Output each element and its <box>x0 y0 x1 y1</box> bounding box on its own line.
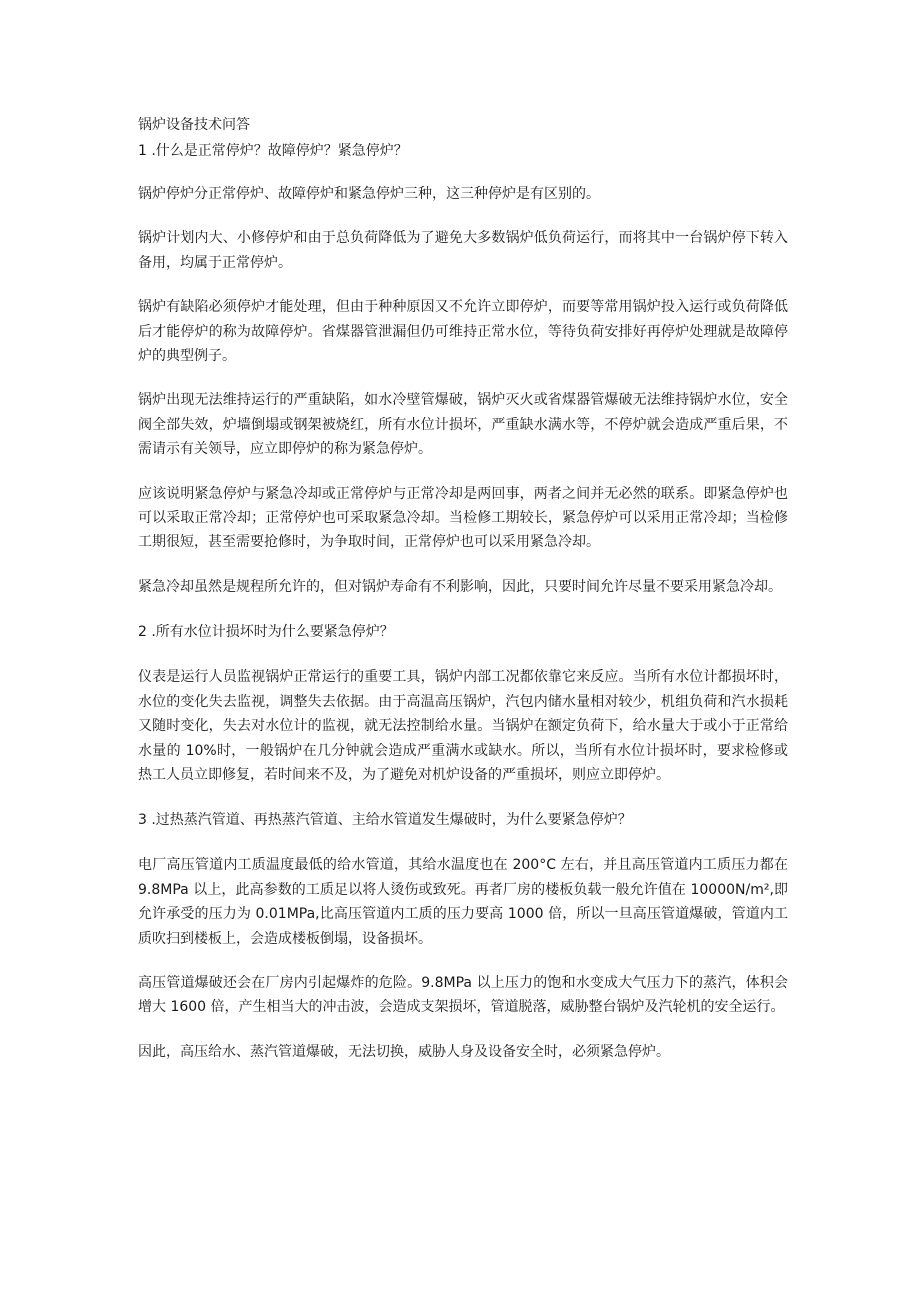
q1-paragraph-5: 应该说明紧急停炉与紧急冷却或正常停炉与正常冷却是两回事，两者之间并无必然的联系。即紧急停炉也可以采取正常冷却；正常停炉也可采取紧急冷却。当检修工期较长，紧急停炉可以采用正常冷却；当检修工期很短，甚至需要抢修时，为争取时间，正常停炉也可以采用紧急冷却。 <box>138 485 788 551</box>
question-2-heading: 2 .所有水位计损坏时为什么要紧急停炉？ <box>138 624 394 641</box>
question-3-heading: 3 .过热蒸汽管道、再热蒸汽管道、主给水管道发生爆破时，为什么要紧急停炉？ <box>138 812 632 829</box>
q2-paragraph-1: 仪表是运行人员监视锅炉正常运行的重要工具，锅炉内部工况都依靠它来反应。当所有水位计都损坏时，水位的变化失去监视，调整失去依据。由于高温高压锅炉，汽包内储水量相对较少，机组负荷和汽水损耗又随时变化，失去对水位计的监视，就无法控制给水量。当锅炉在额定负荷下，给水量大于或小于正常给水量的 10%时，一般锅炉在几分钟就会造成严重满水或缺水。所以，当所有水位计损坏时，要求检修或热工人员立即修复，若时间来不及，为了避免对机炉设备的严重损坏，则应立即停炉。 <box>138 669 788 783</box>
question-1-heading: 1 .什么是正常停炉？故障停炉？紧急停炉？ <box>138 143 408 159</box>
q1-paragraph-2: 锅炉计划内大、小修停炉和由于总负荷降低为了避免大多数锅炉低负荷运行，而将其中一台锅炉停下转入备用，均属于正常停炉。 <box>138 230 788 271</box>
q3-paragraph-3: 因此，高压给水、蒸汽管道爆破，无法切换，威胁人身及设备安全时，必须紧急停炉。 <box>138 1043 670 1060</box>
q1-paragraph-6: 紧急冷却虽然是规程所允许的，但对锅炉寿命有不利影响，因此，只要时间允许尽量不要采用紧急冷却。 <box>138 578 782 595</box>
q3-paragraph-2: 高压管道爆破还会在厂房内引起爆炸的危险。9.8MPa 以上压力的饱和水变成大气压力下的蒸汽，体积会增大 1600 倍，产生相当大的冲击波，会造成支架损坏，管道脱落，威胁整台锅炉及汽轮机的安全运行。 <box>138 974 788 1016</box>
q1-paragraph-3: 锅炉有缺陷必须停炉才能处理，但由于种种原因又不允许立即停炉，而要等常用锅炉投入运行或负荷降低后才能停炉的称为故障停炉。省煤器管泄漏但仍可维持正常水位，等待负荷安排好再停炉处理就是故障停炉的典型例子。 <box>138 299 788 365</box>
q1-paragraph-1: 锅炉停炉分正常停炉、故障停炉和紧急停炉三种，这三种停炉是有区别的。 <box>138 186 600 202</box>
document-title: 锅炉设备技术问答 <box>138 117 250 133</box>
q3-paragraph-1: 电厂高压管道内工质温度最低的给水管道，其给水温度也在 200°C 左右，并且高压管道内工质压力都在 9.8MPa 以上，此高参数的工质足以将人烫伤或致死。再者厂房的楼板负载一般允许值在 10000N/m²,即允许承受的压力为 0.01MPa,比高压管道内工质的压力要高 1000 倍，所以一旦高压管道爆破，管道内工质吹扫到楼板上，会造成楼板倒塌，设备损坏。 <box>138 857 788 947</box>
document-body <box>138 112 788 1064</box>
q1-paragraph-4: 锅炉出现无法维持运行的严重缺陷，如水冷壁管爆破，锅炉灭火或省煤器管爆破无法维持锅炉水位，安全阀全部失效，炉墙倒塌或钢架被烧红，所有水位计损坏，严重缺水满水等，不停炉就会造成严重后果，不需请示有关领导，应立即停炉的称为紧急停炉。 <box>138 392 788 458</box>
